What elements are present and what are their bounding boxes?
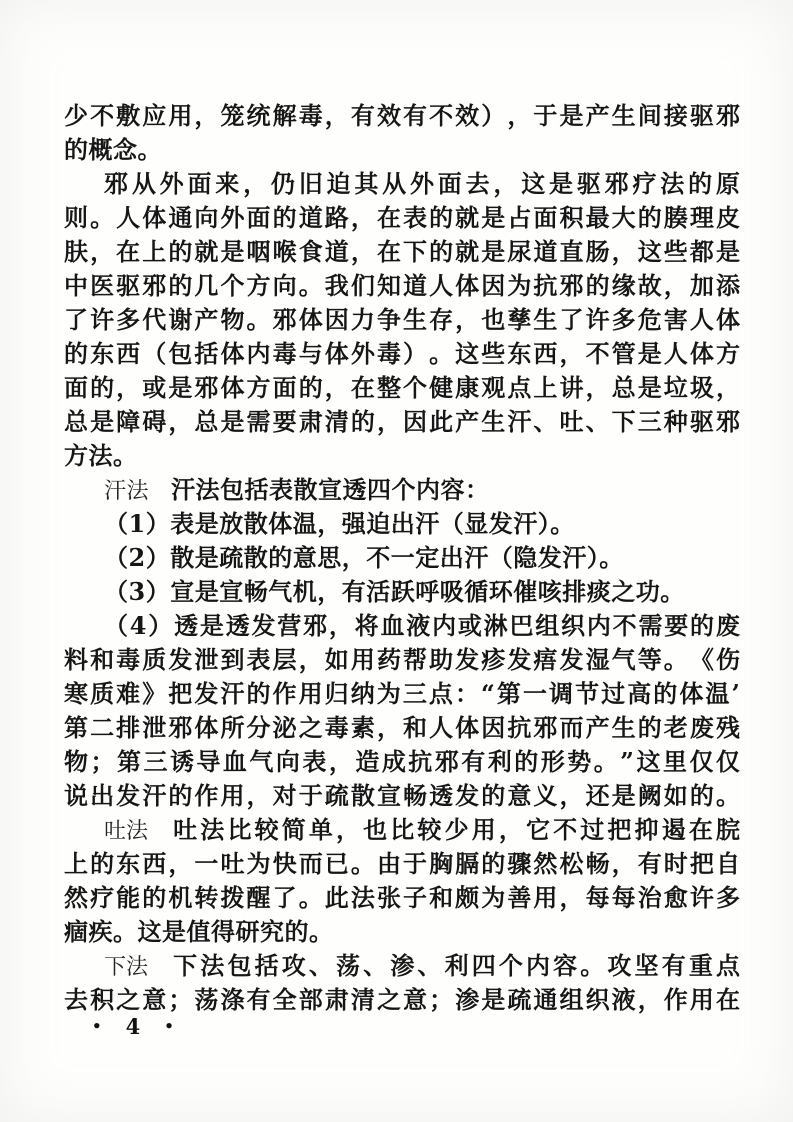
text-line: 吐法 吐 法 比 较 简 单 ， 也 比 较 少 用 ， 它 不 过 把 抑 遏 在 脘	[104, 813, 740, 847]
text-line: 寒 质 难 》 把 发 汗 的 作 用 归 纳 为 三 点 ： “ 第 一 调 节 过 高 的 体 温 ’	[64, 679, 740, 708]
text-line: 面 的 ， 或 是 邪 体 方 面 的 ， 在 整 个 健 康 观 点 上 讲 ， 总 是 垃 圾 ，	[64, 373, 740, 402]
text-line: （2）散是疏散的意思，不一定出汗（隐发汗）。	[104, 543, 624, 572]
text-line: 了 许 多 代 谢 产 物 。 邪 体 因 力 争 生 存 ， 也 孳 生 了 许 多 危 害 人 体	[64, 305, 740, 334]
text-line: （ 4 ） 透 是 透 发 营 邪 ， 将 血 液 内 或 淋 巴 组 织 内 不 需 要 的 废	[104, 611, 740, 640]
text-line: （3）宣是宣畅气机，有活跃呼吸循环催咳排痰之功。	[104, 577, 685, 606]
text-block	[64, 99, 740, 1017]
text-line: 少 不 敷 应 用 ， 笼 统 解 毒 ， 有 效 有 不 效 ） ， 于 是 产 生 间 接 驱 邪	[64, 101, 740, 130]
text-line: 下法 下 法 包 括 攻 、 荡 、 渗 、 利 四 个 内 容 。 攻 坚 有 重 点	[104, 949, 740, 983]
text-line: 肤 ， 在 上 的 就 是 咽 喉 食 道 ， 在 下 的 就 是 尿 道 直 肠 ， 这 些 都 是	[64, 237, 740, 266]
text-line: 然 疗 能 的 机 转 拨 醒 了 。 此 法 张 子 和 颇 为 善 用 ， 每 每 治 愈 许 多	[64, 883, 740, 912]
text-line: 第 二 排 泄 邪 体 所 分 泌 之 毒 素 ， 和 人 体 因 抗 邪 而 产 生 的 老 废 残	[64, 713, 740, 742]
text-line: 总 是 障 碍 ， 总 是 需 要 肃 清 的 ， 因 此 产 生 汗 、 吐 、 下 三 种 驱 邪	[64, 407, 740, 436]
text-line: （1）表是放散体温，强迫出汗（显发汗）。	[104, 509, 575, 538]
text-line: 的 东 西 （ 包 括 体 内 毒 与 体 外 毒 ） 。 这 些 东 西 ， 不 管 是 人 体 方	[64, 339, 740, 368]
text-line: 物 ； 第 三 诱 导 血 气 向 表 ， 造 成 抗 邪 有 利 的 形 势 。 ” 这 里 仅 仅	[64, 747, 740, 776]
page-footer	[92, 1014, 174, 1039]
footer-bullet-right: •	[164, 1017, 174, 1035]
text-line: 的概念。	[64, 135, 162, 164]
text-line: 汗法 汗法包括表散宣透四个内容：	[104, 475, 490, 504]
text-line: 方法。	[64, 441, 138, 470]
text-line: 去 积 之 意 ； 荡 涤 有 全 部 肃 清 之 意 ； 渗 是 疏 通 组 织 液 ， 作 用 在	[64, 985, 740, 1014]
page-number: 4	[125, 1014, 141, 1039]
section-label: 下法	[104, 955, 149, 980]
text-line: 痼疾。这是值得研究的。	[64, 917, 334, 946]
text-line: 邪 从 外 面 来 ， 仍 旧 迫 其 从 外 面 去 ， 这 是 驱 邪 疗 法 的 原	[104, 169, 740, 198]
footer-bullet-left: •	[92, 1017, 102, 1035]
text-line: 上 的 东 西 ， 一 吐 为 快 而 已 。 由 于 胸 膈 的 骤 然 松 畅 ， 有 时 把 自	[64, 849, 740, 878]
section-label: 吐法	[104, 819, 149, 844]
text-line: 则 。 人 体 通 向 外 面 的 道 路 ， 在 表 的 就 是 占 面 积 最 大 的 腠 理 皮	[64, 203, 740, 232]
text-line: 说 出 发 汗 的 作 用 ， 对 于 疏 散 宣 畅 透 发 的 意 义 ， 还 是 阙 如 的 。	[64, 781, 740, 810]
text-line: 料 和 毒 质 发 泄 到 表 层 ， 如 用 药 帮 助 发 疹 发 痦 发 湿 气 等 。 《 伤	[64, 645, 740, 674]
section-label: 汗法	[104, 479, 150, 504]
text-line: 中 医 驱 邪 的 几 个 方 向 。 我 们 知 道 人 体 因 为 抗 邪 的 缘 故 ， 加 添	[64, 271, 740, 300]
